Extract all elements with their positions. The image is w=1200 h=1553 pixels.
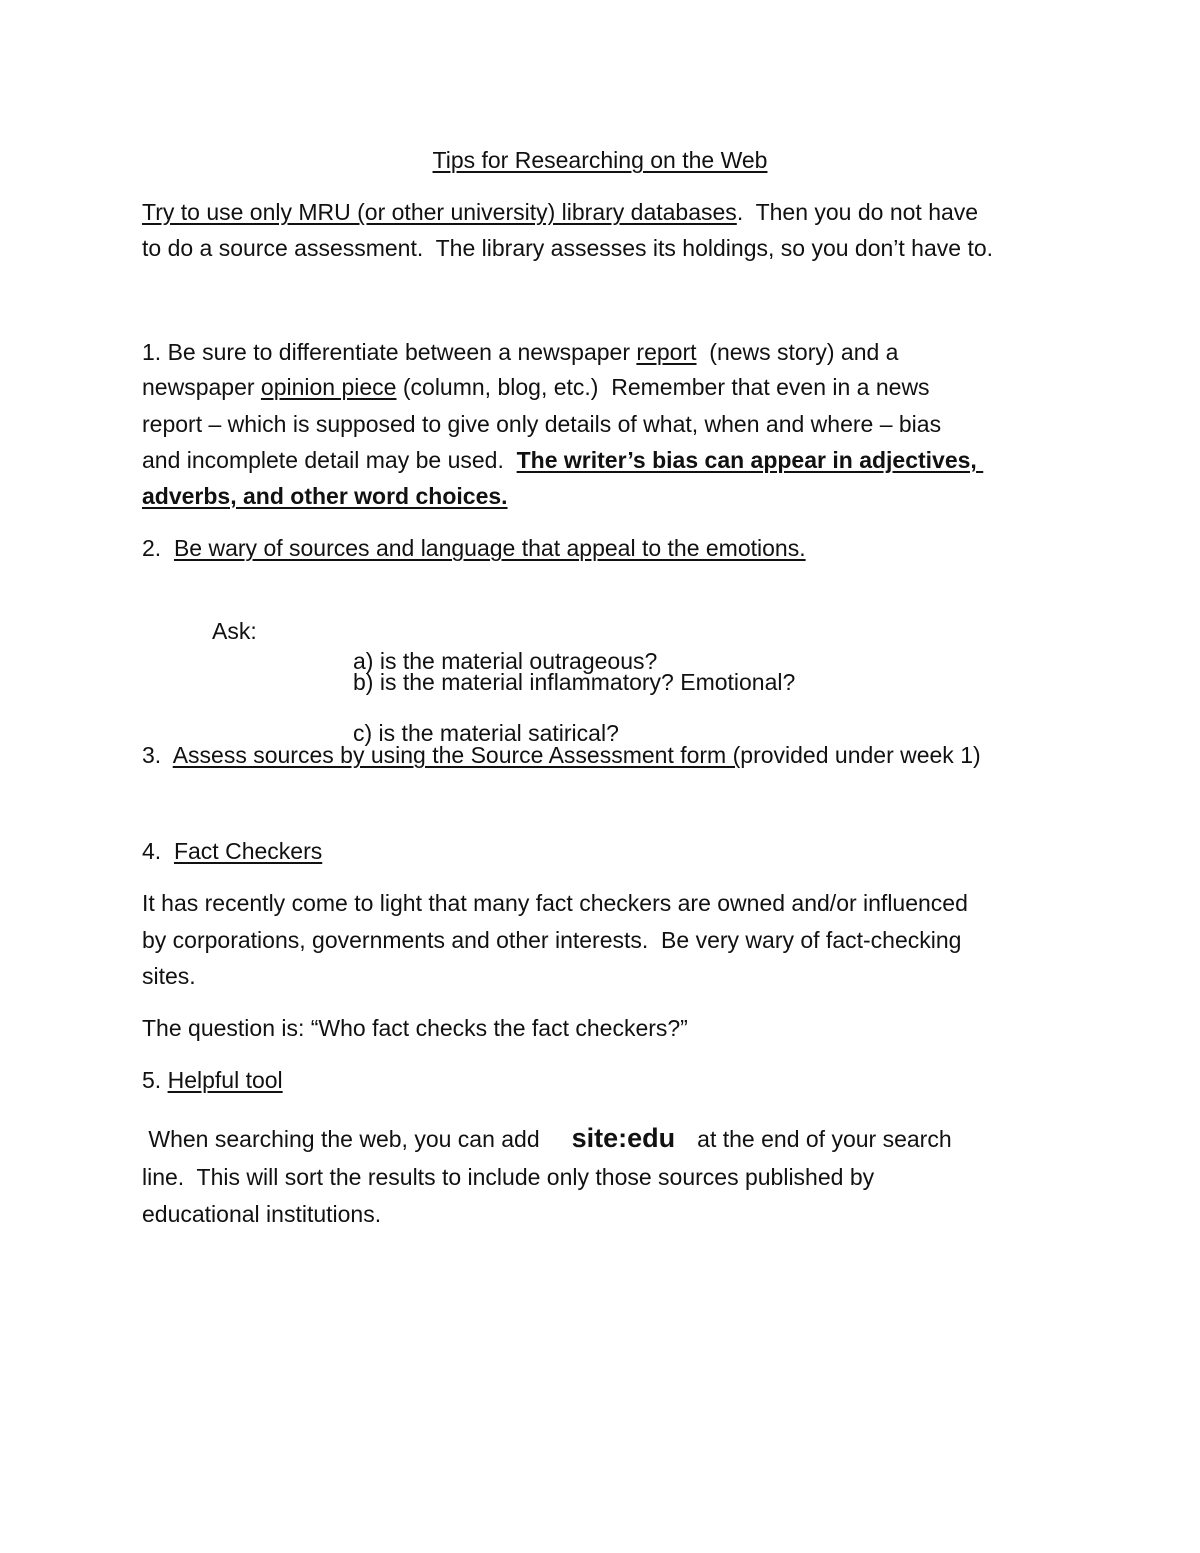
- item5-line-1: [142, 1123, 952, 1154]
- item1-emphasis-2: adverbs, and other word choices.: [142, 483, 508, 509]
- item4-p1-line-2: by corporations, governments and other interests. Be very wary of fact-checking: [142, 927, 962, 953]
- item4-number: 4.: [142, 838, 174, 864]
- item3-rest: provided under week 1): [740, 742, 981, 768]
- item2-number: 2.: [142, 535, 174, 561]
- item5-line-2: line. This will sort the results to include only those sources published by: [142, 1164, 875, 1190]
- item1-emphasis-1: The writer’s bias can appear in adjectives,: [516, 447, 984, 473]
- ask-label: Ask:: [212, 618, 257, 644]
- item3-heading: Assess sources by using the Source Assessment form (: [172, 742, 741, 768]
- ask-item-b: b) is the material inflammatory? Emotional?: [353, 669, 796, 695]
- item5-line-3: educational institutions.: [142, 1201, 382, 1227]
- item4-heading: Fact Checkers: [173, 838, 323, 864]
- item1-l1-a: 1. Be sure to differentiate between a newspaper: [142, 339, 637, 365]
- item4-heading-line: [142, 836, 322, 866]
- item1-l4-a: and incomplete detail may be used.: [142, 447, 517, 473]
- item1-line-3: report – which is supposed to give only details of what, when and where – bias: [142, 411, 942, 437]
- item1-l2-a: newspaper: [142, 374, 261, 400]
- item4-p1-line-3: sites.: [142, 963, 196, 989]
- item3-line: [142, 740, 981, 770]
- item5-l1-b: at the end of your search: [697, 1126, 952, 1152]
- item4-question: The question is: “Who fact checks the fact checkers?”: [142, 1015, 688, 1041]
- item1-l2-b: (column, blog, etc.) Remember that even in a news: [396, 374, 930, 400]
- site-edu-code: site:edu: [571, 1123, 676, 1153]
- intro-line-1-rest: . Then you do not have: [736, 199, 979, 225]
- item5-number: 5.: [142, 1067, 168, 1093]
- term-report: report: [636, 339, 697, 365]
- item1-line-1: [142, 337, 898, 367]
- item1-line-4: [142, 445, 983, 475]
- item1-l1-b: (news story) and a: [696, 339, 899, 365]
- item2-heading: Be wary of sources and language that appeal to the emotions.: [173, 535, 806, 561]
- item5-heading-line: [142, 1065, 283, 1095]
- item1-line-2: [142, 372, 930, 402]
- item5-l1-a: When searching the web, you can add: [142, 1126, 540, 1152]
- intro-line-2: to do a source assessment. The library assesses its holdings, so you don’t have to.: [142, 235, 994, 261]
- item3-number: 3.: [142, 742, 173, 768]
- ask-item-c: c) is the material satirical?: [353, 720, 619, 746]
- item2-heading-line: [142, 533, 806, 563]
- item1-line-5: [142, 481, 508, 511]
- term-opinion-piece: opinion piece: [260, 374, 397, 400]
- item4-p1-line-1: It has recently come to light that many fact checkers are owned and/or influenced: [142, 890, 968, 916]
- document-title: Tips for Researching on the Web: [432, 147, 768, 173]
- intro-link-text: Try to use only MRU (or other university) library databases: [142, 199, 737, 225]
- item5-heading: Helpful tool: [167, 1067, 283, 1093]
- intro-line-1: [142, 197, 978, 227]
- ask-item-a: a) is the material outrageous?: [353, 648, 658, 674]
